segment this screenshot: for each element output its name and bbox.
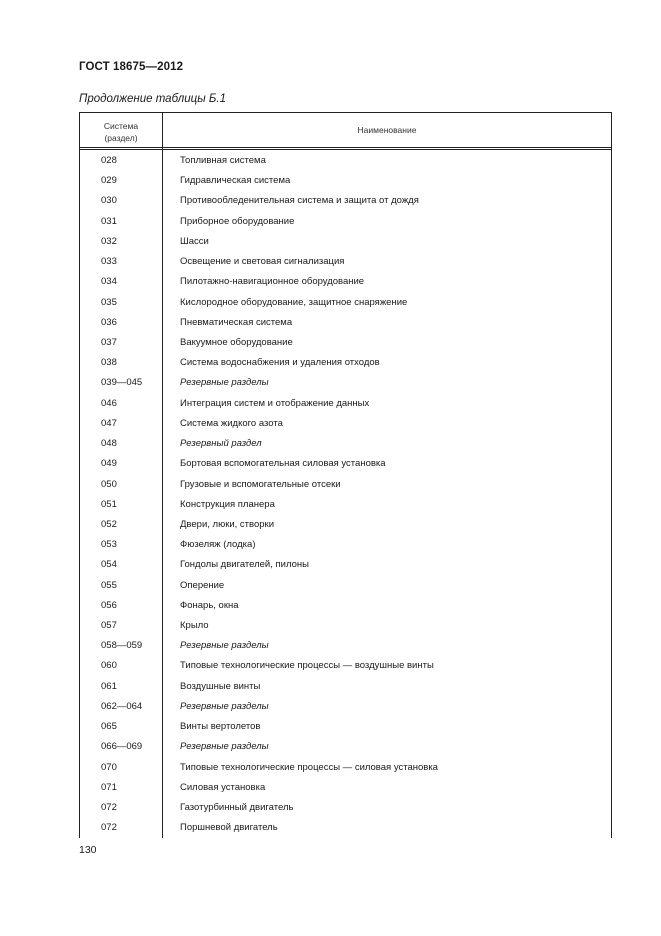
column-header-name: Наименование <box>357 125 417 135</box>
systems-table <box>79 112 612 838</box>
system-name: Гондолы двигателей, пилоны <box>180 559 309 571</box>
table-row <box>80 272 611 292</box>
table-body <box>80 150 611 838</box>
system-name: Гидравлическая система <box>180 175 291 187</box>
system-name: Приборное оборудование <box>180 215 295 227</box>
header-rule-top <box>80 147 611 148</box>
system-code: 035 <box>101 296 117 308</box>
table-row <box>80 758 611 778</box>
system-code: 060 <box>101 660 117 672</box>
column-header-system <box>80 120 162 144</box>
system-code: 047 <box>101 417 117 429</box>
system-code: 031 <box>101 215 117 227</box>
system-code: 052 <box>101 518 117 530</box>
table-row <box>80 717 611 737</box>
table-row <box>80 333 611 353</box>
system-name: Резервные разделы <box>180 700 269 712</box>
system-name: Вакуумное оборудование <box>180 336 293 348</box>
system-name: Резервные разделы <box>180 741 269 753</box>
table-row <box>80 616 611 636</box>
system-name: Освещение и световая сигнализация <box>180 256 345 268</box>
system-name: Силовая установка <box>180 781 266 793</box>
table-row <box>80 353 611 373</box>
system-name: Противообледенительная система и защита от дождя <box>180 195 419 207</box>
system-code: 050 <box>101 478 117 490</box>
system-name: Поршневой двигатель <box>180 822 278 834</box>
system-name: Резервный раздел <box>180 438 262 450</box>
system-code: 065 <box>101 721 117 733</box>
system-code: 057 <box>101 620 117 632</box>
system-name: Грузовые и вспомогательные отсеки <box>180 478 341 490</box>
system-name: Резервные разделы <box>180 377 269 389</box>
system-code: 033 <box>101 256 117 268</box>
system-code: 056 <box>101 599 117 611</box>
system-code: 028 <box>101 155 117 166</box>
system-code: 061 <box>101 680 117 692</box>
system-code: 066—069 <box>101 741 143 753</box>
system-code: 054 <box>101 559 117 571</box>
table-row <box>80 656 611 676</box>
table-row <box>80 515 611 535</box>
table-row <box>80 778 611 798</box>
table-row <box>80 171 611 191</box>
system-name: Винты вертолетов <box>180 721 261 733</box>
system-code: 049 <box>101 458 117 470</box>
system-code: 030 <box>101 195 117 207</box>
table-row <box>80 737 611 757</box>
page-number: 130 <box>79 844 97 856</box>
table-row <box>80 697 611 717</box>
system-name: Шасси <box>180 235 209 247</box>
table-row <box>80 495 611 515</box>
table-row <box>80 313 611 333</box>
system-name: Фюзеляж (лодка) <box>180 539 256 551</box>
system-name: Система водоснабжения и удаления отходов <box>180 357 380 369</box>
table-row <box>80 818 611 838</box>
table-row <box>80 252 611 272</box>
system-code: 036 <box>101 316 117 328</box>
system-code: 037 <box>101 336 117 348</box>
column-header-system-line1: Система <box>103 121 139 131</box>
system-name: Конструкция планера <box>180 498 275 510</box>
system-code: 071 <box>101 781 117 793</box>
system-name: Крыло <box>180 620 209 632</box>
system-code: 070 <box>101 761 117 773</box>
system-code: 053 <box>101 539 117 551</box>
system-name: Воздушные винты <box>180 680 261 692</box>
table-caption: Продолжение таблицы Б.1 <box>79 93 226 105</box>
system-code: 072 <box>101 822 117 834</box>
system-code: 062—064 <box>101 700 143 712</box>
system-name: Двери, люки, створки <box>180 518 275 530</box>
document-header: ГОСТ 18675—2012 <box>79 61 184 73</box>
table-row <box>80 596 611 616</box>
system-name: Топливная система <box>180 155 266 166</box>
system-code: 038 <box>101 357 117 369</box>
table-row <box>80 394 611 414</box>
system-name: Газотурбинный двигатель <box>180 802 294 813</box>
system-code: 034 <box>101 276 117 288</box>
system-name: Интеграция систем и отображение данных <box>180 397 370 409</box>
system-name: Пневматическая система <box>180 316 293 328</box>
system-code: 048 <box>101 438 117 450</box>
system-code: 039—045 <box>101 377 143 389</box>
table-row <box>80 535 611 555</box>
table-row <box>80 212 611 232</box>
system-code: 072 <box>101 802 117 813</box>
table-row <box>80 232 611 252</box>
column-header-system-line2: (раздел) <box>104 133 138 143</box>
table-row <box>80 373 611 393</box>
table-row <box>80 434 611 454</box>
system-code: 046 <box>101 397 117 409</box>
table-row <box>80 454 611 474</box>
system-code: 029 <box>101 175 117 187</box>
table-row <box>80 151 611 171</box>
table-row <box>80 555 611 575</box>
system-name: Кислородное оборудование, защитное снаряжение <box>180 296 408 308</box>
table-row <box>80 636 611 656</box>
table-row <box>80 475 611 495</box>
table-row <box>80 576 611 596</box>
table-row <box>80 414 611 434</box>
system-name: Фонарь, окна <box>180 599 239 611</box>
system-code: 032 <box>101 235 117 247</box>
table-row <box>80 798 611 818</box>
table-row <box>80 677 611 697</box>
table-row <box>80 191 611 211</box>
system-name: Бортовая вспомогательная силовая установка <box>180 458 386 470</box>
system-code: 058—059 <box>101 640 143 652</box>
system-name: Пилотажно-навигационное оборудование <box>180 276 365 288</box>
system-name: Типовые технологические процессы — силовая установка <box>180 761 438 773</box>
system-name: Оперение <box>180 579 225 591</box>
table-row <box>80 293 611 313</box>
system-name: Типовые технологические процессы — воздушные винты <box>180 660 434 672</box>
system-code: 051 <box>101 498 117 510</box>
system-name: Резервные разделы <box>180 640 269 652</box>
system-code: 055 <box>101 579 117 591</box>
system-name: Система жидкого азота <box>180 417 283 429</box>
